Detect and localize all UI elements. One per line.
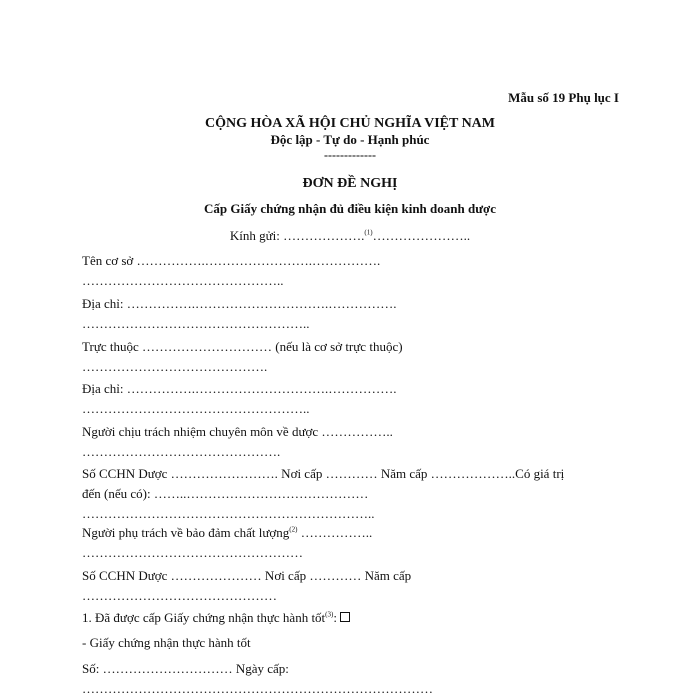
addressee-line [0,228,700,244]
facility-name-field [82,251,612,291]
facility-name-line-1: Tên cơ sở …………….…………………….……………. [82,253,381,268]
gp-certificate-field [82,633,612,653]
cchn-2-line-1: Số CCHN Dược ………………… Nơi cấp ………… Năm cấp [82,568,412,583]
address-1-line-1: Địa chỉ: …………….………………………….……………. [82,296,397,311]
national-header [0,115,700,162]
form-number: Mẫu số 19 Phụ lục I [508,90,619,105]
cchn-field-2 [82,566,612,606]
number-line-2: ……………………………………………………………………… [82,681,433,696]
responsible-person-line-2: ………………………………………. [82,444,281,459]
cchn-1-line-1: Số CCHN Dược ……………………. Nơi cấp ………… Năm cấp ………………..Có giá trị [82,466,565,481]
quality-person-footnote: (2) [289,525,298,534]
quality-person-line-1 [82,523,612,543]
gp-certified-line [82,608,612,628]
address-field-2 [82,379,612,419]
quality-person-field [82,523,612,563]
quality-person-dots: …………….. [297,525,373,540]
addressee-prefix: Kính gửi: ………………. [229,228,365,243]
number-field [82,659,612,699]
national-motto: Độc lập - Tự do - Hạnh phúc [270,132,430,147]
addressee-footnote: (1) [364,228,373,237]
number-line-1: Số: ………………………… Ngày cấp: [82,661,289,676]
cchn-1-line-3: ………………………………………………………….. [82,506,375,521]
address-2-line-2: …………………………………………….. [82,401,310,416]
header-divider: ------------- [324,148,376,162]
gp-certified-checkbox[interactable] [340,612,350,622]
gp-certified-footnote: (3) [325,610,334,619]
responsible-person-field [82,422,612,462]
cchn-field-1 [82,464,612,524]
affiliated-field [82,337,612,377]
nation-name: CỘNG HÒA XÃ HỘI CHỦ NGHĨA VIỆT NAM [204,116,495,131]
affiliated-line-2: ……………………………………. [82,359,268,374]
quality-person-line-2: …………………………………………… [82,545,303,560]
gp-certificate-line: - Giấy chứng nhận thực hành tốt [82,635,251,650]
cchn-2-line-2: ……………………………………… [82,588,277,603]
addressee-suffix: ………………….. [372,228,471,243]
gp-certified-label: 1. Đã được cấp Giấy chứng nhận thực hành tốt [82,610,326,625]
quality-person-label: Người phụ trách về bảo đảm chất lượng [82,525,290,540]
facility-name-line-2: ……………………………………….. [82,273,284,288]
address-field-1 [82,294,612,334]
gp-certified-field [82,608,612,628]
affiliated-line-1: Trực thuộc ………………………… (nếu là cơ sở trực thuộc) [82,339,403,354]
responsible-person-line-1: Người chịu trách nhiệm chuyên môn về dược …………….. [82,424,393,439]
cchn-1-line-2: đến (nếu có): ……..…………………………………… [82,486,369,501]
document-subtitle: Cấp Giấy chứng nhận đủ điều kiện kinh doanh dược [204,201,496,216]
address-1-line-2: …………………………………………….. [82,316,310,331]
address-2-line-1: Địa chỉ: …………….………………………….……………. [82,381,397,396]
document-title: ĐƠN ĐỀ NGHỊ [302,176,398,191]
gp-certified-colon: : [333,610,337,625]
